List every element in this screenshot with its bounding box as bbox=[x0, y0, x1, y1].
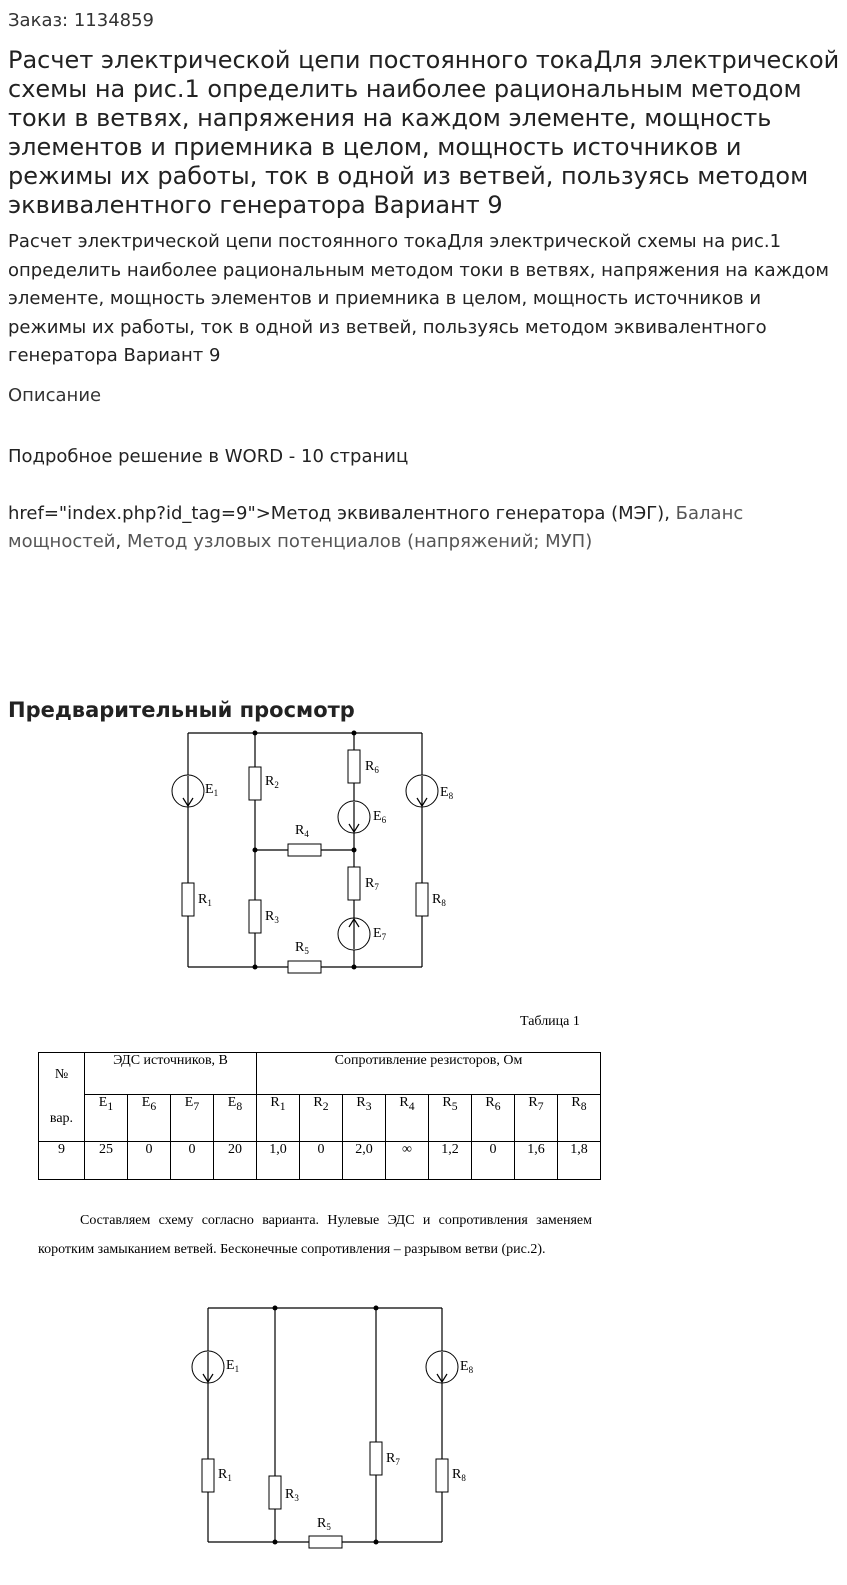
table-caption: Таблица 1 bbox=[520, 1014, 580, 1029]
tag-link-power-balance[interactable]: Баланс мощностей bbox=[8, 503, 744, 552]
section-label: Описание bbox=[8, 385, 102, 406]
res-header: $R_5$ bbox=[429, 1095, 472, 1142]
label-E8: $E_8$ bbox=[440, 785, 454, 801]
page-title: Расчет электрической цепи постоянного токаДля электрической схемы на рис.1 определить наиболее рациональным методом токи в ветвях, напряжения на каждом элементе, мощность элементов и приемника в целом, мощность источников и режимы их работы, ток в одной из ветвей, пользуясь методом эквивалентного генератора Вариант 9 bbox=[8, 46, 840, 219]
res-header: $R_7$ bbox=[515, 1095, 558, 1142]
tags-sep: , bbox=[115, 531, 122, 552]
label2-R1: $R_1$ bbox=[218, 1467, 232, 1483]
res-header: $R_4$ bbox=[386, 1095, 429, 1142]
label2-R8: $R_8$ bbox=[452, 1467, 466, 1483]
tags-prefix: href="index.php?id_tag=9">Метод эквивалентного генератора (МЭГ), bbox=[8, 503, 670, 524]
label-R7: $R_7$ bbox=[365, 876, 379, 892]
table-cell: 0 bbox=[300, 1142, 343, 1180]
solution-paragraph: Составляем схему согласно варианта. Нулевые ЭДС и сопротивления заменяем коротким замыканием ветвей. Бесконечные сопротивления – разрывом ветви (рис.2). bbox=[38, 1213, 592, 1257]
label-R1: $R_1$ bbox=[198, 892, 212, 908]
table-cell: 9 bbox=[39, 1142, 85, 1180]
table-cell: 20 bbox=[214, 1142, 257, 1180]
table-cell: 0 bbox=[128, 1142, 171, 1180]
label-E7: $E_7$ bbox=[373, 926, 387, 942]
emf-header: $E_8$ bbox=[214, 1095, 257, 1142]
order-number: 1134859 bbox=[73, 10, 155, 31]
variant-table bbox=[38, 1052, 601, 1180]
table-cell: 1,6 bbox=[515, 1142, 558, 1180]
emf-group-header: ЭДС источников, В bbox=[85, 1053, 257, 1095]
label-R2: $R_2$ bbox=[265, 774, 279, 790]
emf-header: $E_6$ bbox=[128, 1095, 171, 1142]
label2-R5: $R_5$ bbox=[317, 1516, 331, 1532]
table-cell: 1,2 bbox=[429, 1142, 472, 1180]
tag-link-node-potentials[interactable]: Метод узловых потенциалов (напряжений; МУП) bbox=[126, 531, 593, 552]
table-cell: 25 bbox=[85, 1142, 128, 1180]
table-cell: ∞ bbox=[386, 1142, 429, 1180]
order-label: Заказ: bbox=[8, 10, 69, 31]
label-R3: $R_3$ bbox=[265, 909, 279, 925]
table-cell: 1,0 bbox=[257, 1142, 300, 1180]
col-num-header: № вар. bbox=[39, 1053, 85, 1142]
label-E6: $E_6$ bbox=[373, 809, 387, 825]
label2-R7: $R_7$ bbox=[386, 1451, 400, 1467]
table-cell: 0 bbox=[171, 1142, 214, 1180]
description: Расчет электрической цепи постоянного токаДля электрической схемы на рис.1 определить наиболее рациональным методом токи в ветвях, напряжения на каждом элементе, мощность элементов и приемника в целом, мощность источников и режимы их работы, ток в одной из ветвей, пользуясь методом эквивалентного генератора Вариант 9 bbox=[8, 231, 829, 366]
table-cell: 2,0 bbox=[343, 1142, 386, 1180]
label2-E8: $E_8$ bbox=[460, 1359, 474, 1375]
label-R5: $R_5$ bbox=[295, 940, 309, 956]
label2-R3: $R_3$ bbox=[285, 1487, 299, 1503]
res-header: $R_2$ bbox=[300, 1095, 343, 1142]
table-cell: 1,8 bbox=[558, 1142, 601, 1180]
res-header: $R_6$ bbox=[472, 1095, 515, 1142]
table-row bbox=[39, 1142, 601, 1180]
label2-E1: $E_1$ bbox=[226, 1358, 240, 1374]
res-group-header: Сопротивление резисторов, Ом bbox=[257, 1053, 601, 1095]
emf-header: $E_7$ bbox=[171, 1095, 214, 1142]
schematic-2 bbox=[192, 1306, 474, 1549]
label-R8: $R_8$ bbox=[432, 892, 446, 908]
res-header: $R_1$ bbox=[257, 1095, 300, 1142]
emf-header: $E_1$ bbox=[85, 1095, 128, 1142]
preview-heading: Предварительный просмотр bbox=[8, 698, 355, 722]
res-header: $R_8$ bbox=[558, 1095, 601, 1142]
label-R4: $R_4$ bbox=[295, 823, 309, 839]
label-R6: $R_6$ bbox=[365, 759, 379, 775]
label-E1: $E_1$ bbox=[205, 782, 219, 798]
detail-text: Подробное решение в WORD - 10 страниц bbox=[8, 446, 409, 467]
table-cell: 0 bbox=[472, 1142, 515, 1180]
res-header: $R_3$ bbox=[343, 1095, 386, 1142]
